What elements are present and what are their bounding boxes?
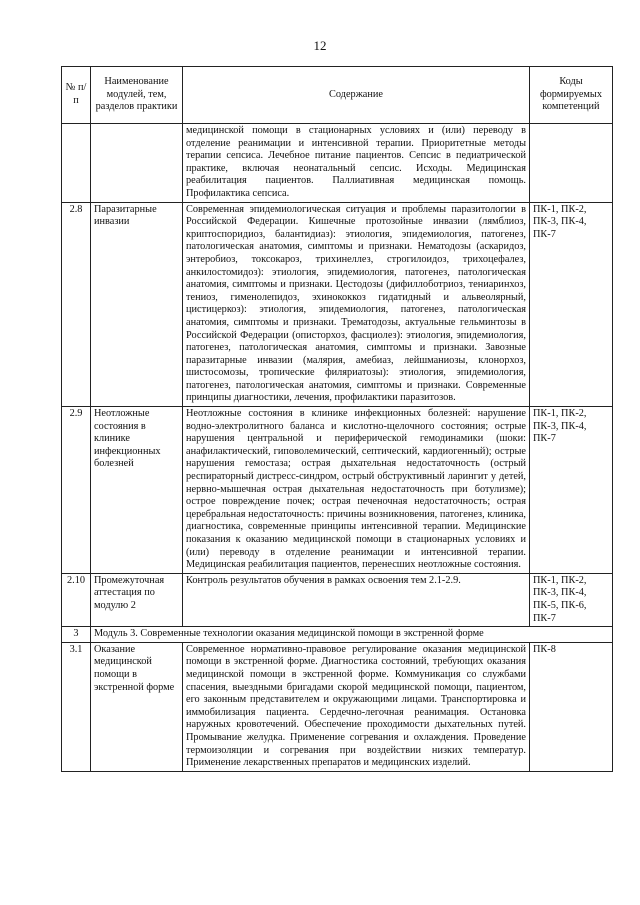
row-codes: ПК-1, ПК-2, ПК-3, ПК-4, ПК-5, ПК-6, ПК-7 — [530, 573, 613, 626]
row-content: Современная эпидемиологическая ситуация и проблемы паразитологии в Российской Федерации. Кишечные протозойные инвазии (лямблиоз, криптоспоридиоз, балантидиаз): этиология, эпидемиология, патогенез, патологическая анатомия, симптомы и признаки. Нематодозы (аскаридоз, энтеробиоз, токсокароз, трихинеллез, строгилоидоз, трихоцефалез, анкилостомидоз): этиология, эпидемиология, патогенез, патологическая анатомия, симптомы и признаки. Цестодозы (дифиллоботриоз, тениаринхоз, тениоз, гименолепидоз, эхинококкоз гидатидный и альвеолярный, цистицеркоз): этиология, эпидемиология, патогенез, патологическая анатомия, симптомы и признаки. Трематодозы, актуальные гельминтозы в Российской Федерации (описторхоз, фасциолез): этиология, эпидемиология, патогенез, патологическая анатомия, симптомы и признаки. Завозные паразитарные инвазии (малярия, амебиаз, лейшманиозы, клонорхоз, шистосомозы, тропические филяриатозы): этиология, эпидемиология, патогенез, патологическая анатомия, симптомы и признаки. Современные принципы диагностики, лечения, профилактики паразитозов. — [183, 202, 530, 407]
row-topic: Оказание медицинской помощи в экстренной форме — [91, 642, 183, 771]
row-topic: Промежуточная аттестация по модулю 2 — [91, 573, 183, 626]
module-num: 3 — [62, 627, 91, 643]
row-num: 2.10 — [62, 573, 91, 626]
row-num: 3.1 — [62, 642, 91, 771]
module-header-row — [62, 627, 613, 643]
header-num: № п/п — [62, 67, 91, 124]
row-num: 2.8 — [62, 202, 91, 407]
table-row — [62, 407, 613, 574]
row-content: Неотложные состояния в клинике инфекционных болезней: нарушение водно-электролитного баланса и кислотно-щелочного состояния; острые нарушения центральной и периферической гемодинамики (шоки: анафилактический, гиповолемический, септический, кардиогенный); острые нарушения гемостаза; острая дыхательная недостаточность (острый респираторный дистресс-синдром, острый обструктивный ларингит у детей, нервно-мышечная острая дыхательная недостаточность при ботулизме); острое повреждение почек; острая печеночная недостаточность; острая церебральная недостаточность: причины возникновения, патогенез, клиника, диагностика, современные принципы интенсивной терапии. Медицинские показания к оказанию медицинской помощи в стационарных условиях и (или) переводу в отделение реанимации и интенсивной терапии. Медицинская реабилитация пациентов, перенесших неотложные состояния. — [183, 407, 530, 574]
row-codes: ПК-8 — [530, 642, 613, 771]
header-codes: Коды формируемых компетенций — [530, 67, 613, 124]
row-topic — [91, 124, 183, 203]
row-codes — [530, 124, 613, 203]
row-content: Контроль результатов обучения в рамках освоения тем 2.1-2.9. — [183, 573, 530, 626]
header-content: Содержание — [183, 67, 530, 124]
curriculum-table — [61, 66, 613, 772]
row-content: Современное нормативно-правовое регулирование оказания медицинской помощи в экстренной форме. Диагностика состояний, требующих оказания медицинской помощи в экстренной форме. Коммуникация со службами спасения, выездными бригадами скорой медицинской помощи, пациентом, его законным представителем и окружающими лицами. Транспортировка и иммобилизация пациента. Сердечно-легочная реанимация. Остановка наружных кровотечений. Обеспечение проходимости дыхательных путей. Промывание желудка. Применение согревания и охлаждения. Проведение термоизоляции и согревания при воздействии низких температур. Применение лекарственных препаратов и медицинских изделий. — [183, 642, 530, 771]
table-row — [62, 124, 613, 203]
row-codes: ПК-1, ПК-2, ПК-3, ПК-4, ПК-7 — [530, 202, 613, 407]
row-num: 2.9 — [62, 407, 91, 574]
row-topic: Неотложные состояния в клинике инфекционных болезней — [91, 407, 183, 574]
page-number: 12 — [313, 38, 327, 53]
table-row — [62, 573, 613, 626]
module-title: Модуль 3. Современные технологии оказания медицинской помощи в экстренной форме — [91, 627, 613, 643]
row-num — [62, 124, 91, 203]
row-codes: ПК-1, ПК-2, ПК-3, ПК-4, ПК-7 — [530, 407, 613, 574]
table-header-row — [62, 67, 613, 124]
header-module: Наименование модулей, тем, разделов практики — [91, 67, 183, 124]
row-topic: Паразитарные инвазии — [91, 202, 183, 407]
row-content: медицинской помощи в стационарных условиях и (или) переводу в отделение реанимации и интенсивной терапии. Приоритетные методы терапии сепсиса. Лечебное питание пациентов. Сепсис в педиатрической практике, включая неонатальный сепсис. Исходы. Медицинская реабилитация пациентов. Паллиативная медицинская помощь. Профилактика сепсиса. — [183, 124, 530, 203]
table-row — [62, 202, 613, 407]
table-row — [62, 642, 613, 771]
